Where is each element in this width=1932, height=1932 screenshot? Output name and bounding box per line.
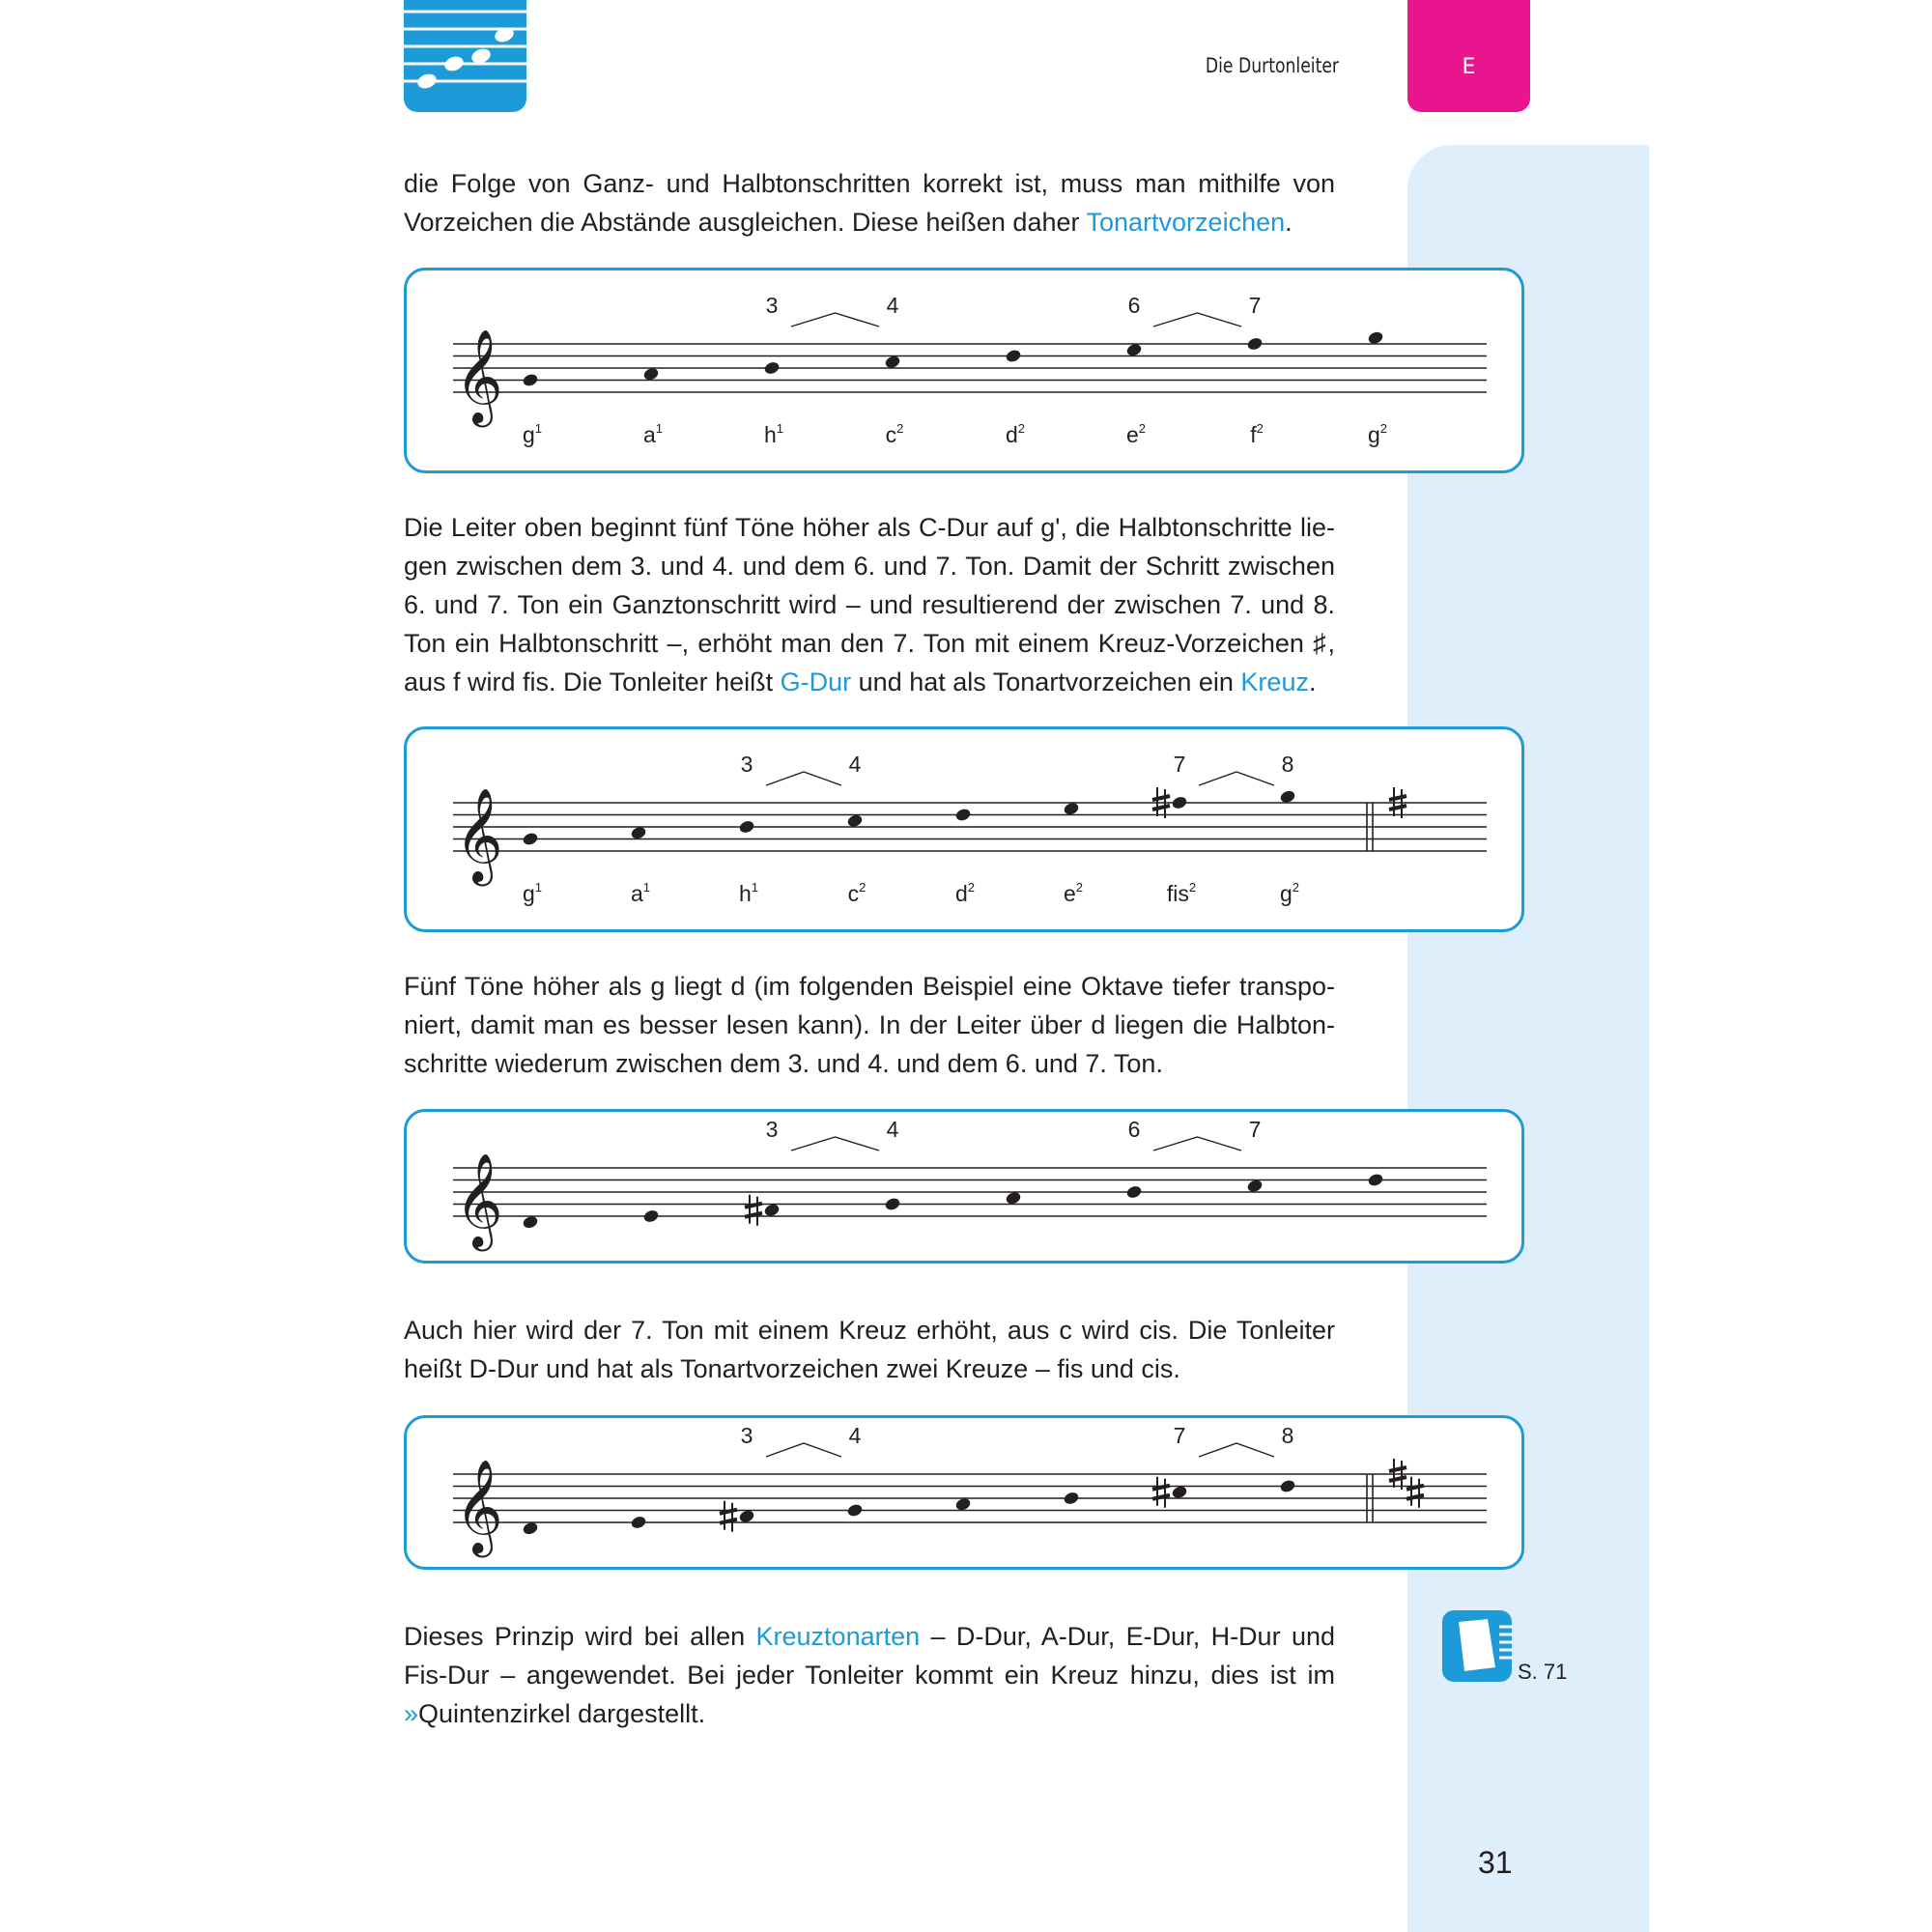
note-name: $g^1$ — [522, 880, 543, 906]
running-title: Die Durtonleiter — [1205, 54, 1339, 77]
glossary-link[interactable]: Tonartvorzeichen — [1086, 208, 1286, 237]
text-line: Fis-Dur – angewendet. Bei jeder Tonleiter kommt ein Kreuz hinzu, dies ist im — [404, 1661, 1335, 1690]
music-staff — [407, 729, 1527, 935]
step-number: 7 — [1173, 752, 1186, 777]
note-head — [522, 832, 539, 847]
step-number: 3 — [740, 752, 753, 777]
note-head — [763, 360, 781, 376]
note-name: $h^1$ — [763, 421, 784, 447]
text-line: Die Leiter oben beginnt fünf Töne höher als C-Dur auf g', die Halbtonschritte lie- — [404, 513, 1335, 542]
text-line: Vorzeichen die Abstände ausgleichen. Diese heißen daher Tonartvorzeichen. — [404, 208, 1293, 237]
cross-reference-arrow: » — [404, 1699, 419, 1728]
note-head — [522, 373, 539, 388]
notes-logo-icon — [404, 0, 526, 112]
note-name: $c^2$ — [885, 421, 904, 447]
step-number: 4 — [848, 1423, 862, 1448]
half-step-bracket — [791, 313, 879, 327]
text-line: Dieses Prinzip wird bei allen Kreuztonarten – D-Dur, A-Dur, E-Dur, H-Dur und — [404, 1622, 1335, 1651]
step-number: 8 — [1281, 752, 1294, 777]
paragraph-4 — [404, 1311, 1335, 1388]
note-name: $a^1$ — [642, 421, 664, 447]
staff-example-2 — [404, 726, 1524, 932]
treble-clef-icon: 𝄞 — [455, 328, 503, 423]
note-head — [738, 819, 755, 835]
note-head — [884, 1197, 901, 1212]
note-head — [1279, 1479, 1296, 1494]
page-number: 31 — [1478, 1845, 1513, 1880]
step-number: 3 — [740, 1423, 753, 1448]
book-icon[interactable] — [1439, 1607, 1519, 1689]
step-number: 3 — [765, 293, 779, 318]
half-step-bracket — [1199, 772, 1274, 785]
note-head — [630, 1515, 647, 1530]
text-line: niert, damit man es besser lesen kann). In der Leiter über d liegen die Halbton- — [404, 1010, 1335, 1039]
note-name: $d^2$ — [1005, 421, 1026, 447]
step-number: 7 — [1173, 1423, 1186, 1448]
cross-reference-page[interactable]: S. 71 — [1518, 1660, 1568, 1684]
note-head — [1063, 1491, 1080, 1506]
half-step-bracket — [1153, 313, 1241, 327]
treble-clef-icon: 𝄞 — [455, 787, 503, 882]
cross-reference-link[interactable]: Quintenzirkel dargestellt. — [418, 1699, 706, 1728]
note-name: $h^1$ — [738, 880, 759, 906]
half-step-bracket — [766, 1443, 841, 1457]
text-line: schritte wiederum zwischen dem 3. und 4. und dem 6. und 7. Ton. — [404, 1049, 1163, 1078]
sharp-sign — [1152, 1477, 1170, 1508]
note-head — [954, 808, 972, 823]
half-step-bracket — [766, 772, 841, 785]
step-number: 4 — [848, 752, 862, 777]
note-name: $e^2$ — [1063, 880, 1084, 906]
glossary-link[interactable]: Kreuz — [1240, 668, 1309, 696]
note-head — [1246, 336, 1264, 352]
sharp-sign — [1406, 1477, 1424, 1508]
paragraph-3 — [404, 967, 1335, 1083]
paragraph-2 — [404, 508, 1335, 701]
sharp-sign — [745, 1195, 762, 1226]
text-line: gen zwischen dem 3. und 4. und dem 6. und 7. Ton. Damit der Schritt zwischen — [404, 552, 1335, 581]
note-name: $g^2$ — [1279, 880, 1300, 906]
glossary-link[interactable]: G-Dur — [780, 668, 852, 696]
note-name: $g^2$ — [1367, 421, 1388, 447]
treble-clef-icon: 𝄞 — [455, 1152, 503, 1247]
step-number: 4 — [886, 293, 899, 318]
music-staff — [407, 270, 1527, 476]
staff-example-4 — [404, 1415, 1524, 1570]
step-number: 7 — [1248, 1117, 1262, 1142]
music-staff — [407, 1112, 1527, 1266]
note-name: $g^1$ — [522, 421, 543, 447]
sharp-sign — [720, 1501, 737, 1532]
step-number: 3 — [765, 1117, 779, 1142]
note-name: $e^2$ — [1125, 421, 1147, 447]
step-number: 8 — [1281, 1423, 1294, 1448]
glossary-link[interactable]: Kreuztonarten — [755, 1622, 921, 1651]
staff-example-1 — [404, 268, 1524, 473]
note-name: $c^2$ — [847, 880, 867, 906]
text-line: aus f wird fis. Die Tonleiter heißt G-Dur und hat als Tonartvorzeichen ein Kreuz. — [404, 668, 1317, 696]
music-staff — [407, 1418, 1527, 1573]
note-head — [1005, 349, 1022, 364]
note-head — [846, 1503, 864, 1519]
text-line: heißt D-Dur und hat als Tonartvorzeichen zwei Kreuze – fis und cis. — [404, 1354, 1180, 1383]
half-step-bracket — [1199, 1443, 1274, 1457]
note-name: $a^1$ — [630, 880, 651, 906]
note-name: $d^2$ — [954, 880, 976, 906]
paragraph-1 — [404, 164, 1335, 242]
half-step-bracket — [1153, 1137, 1241, 1151]
paragraph-5 — [404, 1617, 1335, 1733]
text-line: 6. und 7. Ton ein Ganztonschritt wird – und resultierend der zwischen 7. und 8. — [404, 590, 1335, 619]
note-head — [1171, 795, 1188, 810]
note-head — [642, 1208, 660, 1224]
text-line: Fünf Töne höher als g liegt d (im folgenden Beispiel eine Oktave tiefer transpo- — [404, 972, 1335, 1001]
series-logo — [404, 0, 526, 112]
step-number: 7 — [1248, 293, 1262, 318]
step-number: 6 — [1127, 293, 1141, 318]
text-line: Auch hier wird der 7. Ton mit einem Kreuz erhöht, aus c wird cis. Die Tonleiter — [404, 1316, 1335, 1345]
text-line: Ton ein Halbtonschritt –, erhöht man den 7. Ton mit einem Kreuz-Vorzeichen ♯, — [404, 629, 1335, 658]
text-line: die Folge von Ganz- und Halbtonschritten korrekt ist, muss man mithilfe von — [404, 169, 1335, 198]
step-number: 6 — [1127, 1117, 1141, 1142]
half-step-bracket — [791, 1137, 879, 1151]
treble-clef-icon: 𝄞 — [455, 1459, 503, 1553]
staff-example-3 — [404, 1109, 1524, 1264]
note-name: $f^2$ — [1250, 421, 1264, 447]
note-head — [1125, 1184, 1143, 1200]
step-number: 4 — [886, 1117, 899, 1142]
chapter-tab: E — [1407, 0, 1530, 112]
note-name: fis$^2$ — [1166, 880, 1197, 906]
note-head — [1367, 1173, 1384, 1188]
text-line — [404, 1694, 1335, 1733]
